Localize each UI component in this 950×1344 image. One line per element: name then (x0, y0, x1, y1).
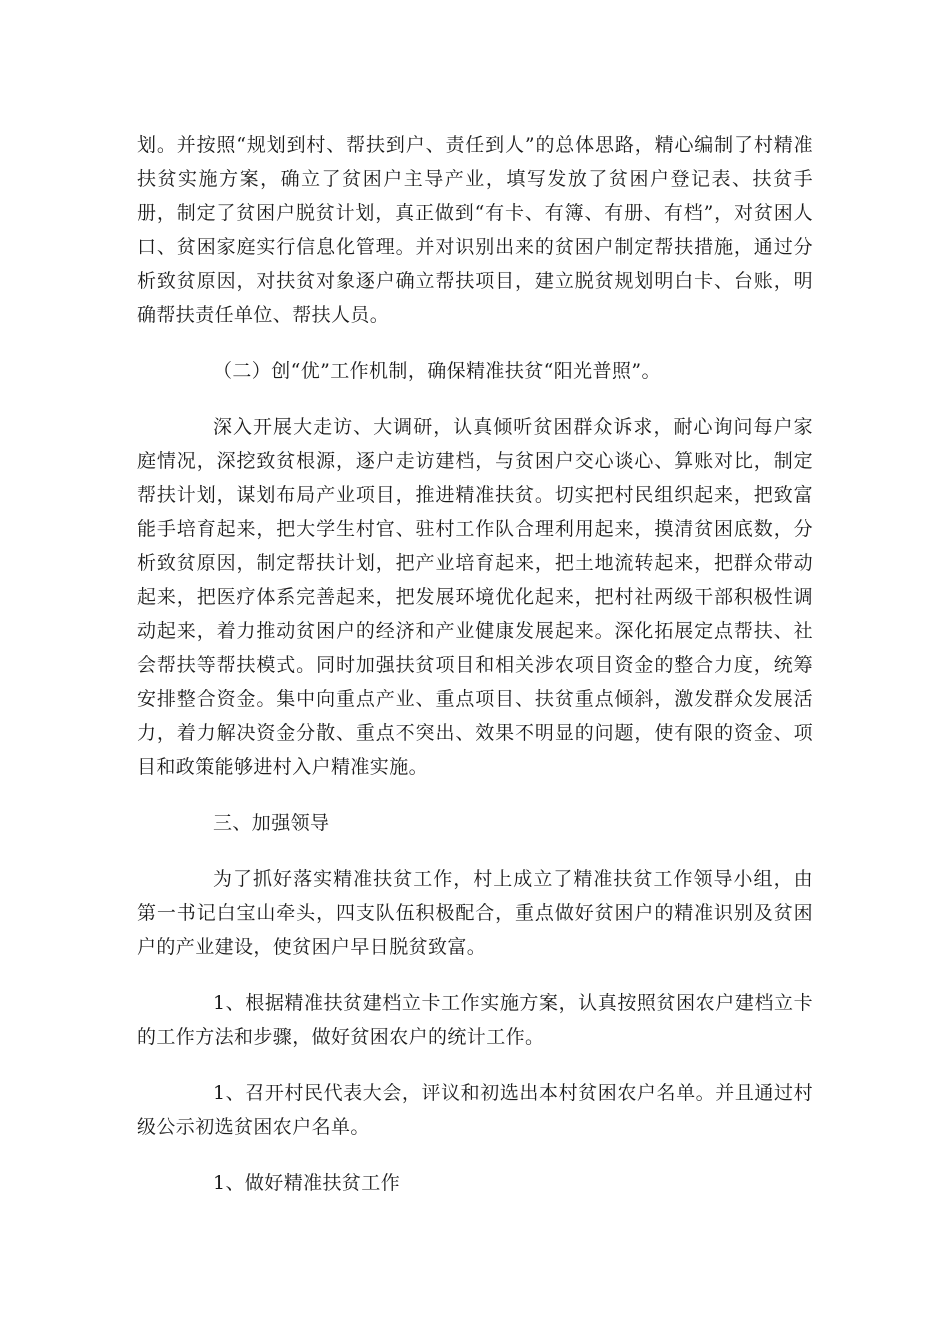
document-body (137, 128, 813, 1222)
list-item-poverty-work: 1、做好精准扶贫工作 (213, 1172, 401, 1194)
section-heading-leadership: 三、加强领导 (213, 812, 330, 834)
paragraph-visits: 深入开展大走访、大调研，认真倾听贫困群众诉求，耐心询问每户家庭情况，深挖致贫根源，逐户走访建档，与贫困户交心谈心、算账对比，制定帮扶计划，谋划布局产业项目，推进精准扶贫。切实把村民组织起来，把致富能手培育起来，把大学生村官、驻村工作队合理利用起来，摸清贫困底数，分析致贫原因，制定帮扶计划，把产业培育起来，把土地流转起来，把群众带动起来，把医疗体系完善起来，把发展环境优化起来，把村社两级干部积极性调动起来，着力推动贫困户的经济和产业健康发展起来。深化拓展定点帮扶、社会帮扶等帮扶模式。同时加强扶贫项目和相关涉农项目资金的整合力度，统筹安排整合资金。集中向重点产业、重点项目、扶贫重点倾斜，激发群众发展活力，着力解决资金分散、重点不突出、效果不明显的问题，使有限的资金、项目和政策能够进村入户精准实施。 (137, 416, 813, 778)
section-heading-mechanism: （二）创“优”工作机制，确保精准扶贫“阳光普照”。 (213, 360, 661, 382)
list-item-village-meeting: 1、召开村民代表大会，评议和初选出本村贫困农户名单。并且通过村级公示初选贫困农户名单。 (137, 1082, 813, 1138)
paragraph-plan-continuation: 划。并按照“规划到村、帮扶到户、责任到人”的总体思路，精心编制了村精准扶贫实施方案，确立了贫困户主导产业，填写发放了贫困户登记表、扶贫手册，制定了贫困户脱贫计划，真正做到“有卡、有簿、有册、有档”，对贫困人口、贫困家庭实行信息化管理。并对识别出来的贫困户制定帮扶措施，通过分析致贫原因，对扶贫对象逐户确立帮扶项目，建立脱贫规划明白卡、台账，明确帮扶责任单位、帮扶人员。 (137, 134, 813, 326)
list-item-statistics: 1、根据精准扶贫建档立卡工作实施方案，认真按照贫困农户建档立卡的工作方法和步骤，做好贫困农户的统计工作。 (137, 992, 813, 1048)
paragraph-leadership-group: 为了抓好落实精准扶贫工作，村上成立了精准扶贫工作领导小组，由第一书记白宝山牵头，四支队伍积极配合，重点做好贫困户的精准识别及贫困户的产业建设，使贫困户早日脱贫致富。 (137, 868, 813, 958)
